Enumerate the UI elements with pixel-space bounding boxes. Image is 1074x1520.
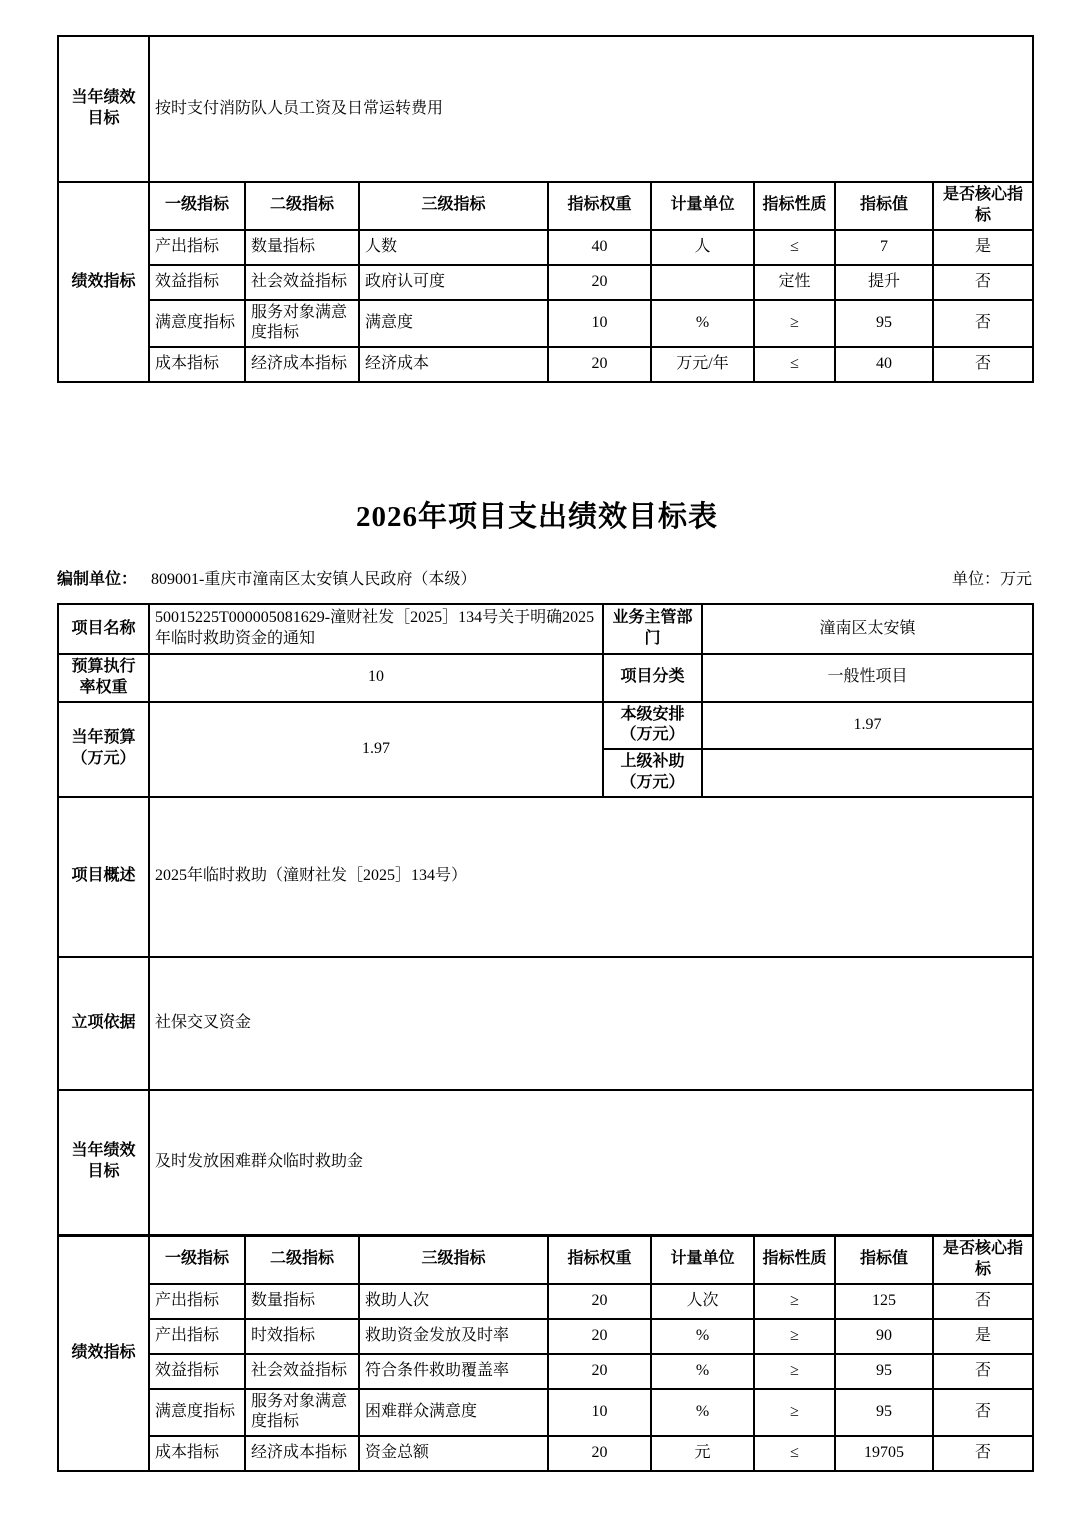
cell: 政府认可度	[359, 265, 548, 300]
cell: ≥	[754, 1389, 835, 1437]
cell: 95	[835, 1354, 933, 1389]
column-header: 一级指标	[149, 1236, 245, 1284]
cell: 是	[933, 1319, 1033, 1354]
superior-subsidy-label: 上级补助（万元）	[603, 749, 702, 797]
annual-goal-label: 当年绩效目标	[58, 36, 149, 182]
budget-rate-label: 预算执行率权重	[58, 654, 149, 702]
overview-value: 2025年临时救助（潼财社发［2025］134号）	[149, 797, 1033, 957]
basis-value: 社保交叉资金	[149, 957, 1033, 1090]
cell: 救助人次	[359, 1284, 548, 1319]
cell: ≥	[754, 300, 835, 348]
annual-budget-value: 1.97	[149, 702, 603, 797]
cell: 95	[835, 1389, 933, 1437]
table-row	[58, 1389, 1033, 1437]
perf-indicator-label: 绩效指标	[58, 1236, 149, 1471]
table-row	[58, 957, 1033, 1090]
cell: 服务对象满意度指标	[245, 1389, 359, 1437]
column-header: 是否核心指标	[933, 1236, 1033, 1284]
cell: 成本指标	[149, 1436, 245, 1471]
cell: 是	[933, 230, 1033, 265]
dept-label: 业务主管部门	[603, 604, 702, 654]
cell: 符合条件救助覆盖率	[359, 1354, 548, 1389]
prepared-by-value: 809001-重庆市潼南区太安镇人民政府（本级）	[151, 571, 477, 588]
cell: %	[651, 300, 754, 348]
cell: 满意度	[359, 300, 548, 348]
cell: %	[651, 1389, 754, 1437]
column-header: 二级指标	[245, 182, 359, 230]
cell: 经济成本指标	[245, 1436, 359, 1471]
cell: 产出指标	[149, 1284, 245, 1319]
cell: %	[651, 1319, 754, 1354]
column-header: 三级指标	[359, 182, 548, 230]
cell: 困难群众满意度	[359, 1389, 548, 1437]
column-header: 指标性质	[754, 1236, 835, 1284]
table-row	[58, 1436, 1033, 1471]
prepared-by-label: 编制单位：	[57, 571, 138, 588]
column-header: 指标权重	[548, 182, 651, 230]
column-header: 计量单位	[651, 182, 754, 230]
annual-goal-value: 按时支付消防队人员工资及日常运转费用	[149, 36, 1033, 182]
table-row	[58, 1319, 1033, 1354]
column-header: 指标权重	[548, 1236, 651, 1284]
cell: 元	[651, 1436, 754, 1471]
table-row	[58, 1354, 1033, 1389]
dept-value: 潼南区太安镇	[702, 604, 1033, 654]
cell: ≤	[754, 230, 835, 265]
unit-label: 单位：万元	[951, 571, 1032, 588]
annual-goal-value: 及时发放困难群众临时救助金	[149, 1090, 1033, 1235]
cell: 定性	[754, 265, 835, 300]
cell: 20	[548, 1436, 651, 1471]
cell: 10	[548, 300, 651, 348]
table-row	[58, 654, 1033, 702]
cell	[651, 265, 754, 300]
cell: 40	[548, 230, 651, 265]
cell: 满意度指标	[149, 1389, 245, 1437]
cell: 20	[548, 1284, 651, 1319]
cell: ≥	[754, 1354, 835, 1389]
page-title: 2026年项目支出绩效目标表	[355, 501, 718, 533]
cell: 社会效益指标	[245, 265, 359, 300]
prepared-by-line	[57, 566, 1032, 589]
cell: 资金总额	[359, 1436, 548, 1471]
table-row	[58, 265, 1033, 300]
project-name-value: 50015225T000005081629-潼财社发［2025］134号关于明确2025年临时救助资金的通知	[149, 604, 603, 654]
column-header: 二级指标	[245, 1236, 359, 1284]
cell: 否	[933, 265, 1033, 300]
cell: 95	[835, 300, 933, 348]
top-performance-table	[57, 35, 1034, 383]
prepared-by	[57, 566, 476, 589]
cell: 125	[835, 1284, 933, 1319]
cell: 数量指标	[245, 1284, 359, 1319]
cell: 20	[548, 347, 651, 382]
perf-indicator-label: 绩效指标	[58, 182, 149, 382]
cell: 社会效益指标	[245, 1354, 359, 1389]
cell: 时效指标	[245, 1319, 359, 1354]
cell: 成本指标	[149, 347, 245, 382]
cell: 服务对象满意度指标	[245, 300, 359, 348]
column-header: 指标值	[835, 1236, 933, 1284]
column-header: 指标值	[835, 182, 933, 230]
column-header: 是否核心指标	[933, 182, 1033, 230]
cell: 否	[933, 1354, 1033, 1389]
table-row	[58, 230, 1033, 265]
table-row	[58, 1284, 1033, 1319]
cell: 19705	[835, 1436, 933, 1471]
cell: 经济成本	[359, 347, 548, 382]
column-header: 一级指标	[149, 182, 245, 230]
table-row	[58, 1090, 1033, 1235]
cell: 否	[933, 1436, 1033, 1471]
cell: 20	[548, 1319, 651, 1354]
cell: 数量指标	[245, 230, 359, 265]
table-row	[58, 702, 1033, 750]
cell: 否	[933, 1284, 1033, 1319]
column-header: 指标性质	[754, 182, 835, 230]
cell: 产出指标	[149, 1319, 245, 1354]
local-arrange-label: 本级安排（万元）	[603, 702, 702, 750]
project-info-table	[57, 603, 1034, 1236]
annual-goal-label: 当年绩效目标	[58, 1090, 149, 1235]
cell: 90	[835, 1319, 933, 1354]
budget-rate-value: 10	[149, 654, 603, 702]
local-arrange-value: 1.97	[702, 702, 1033, 750]
cell: 40	[835, 347, 933, 382]
table-header-row	[58, 182, 1033, 230]
cell: 人次	[651, 1284, 754, 1319]
cell: 提升	[835, 265, 933, 300]
cell: 救助资金发放及时率	[359, 1319, 548, 1354]
cell: %	[651, 1354, 754, 1389]
cell: ≥	[754, 1284, 835, 1319]
category-value: 一般性项目	[702, 654, 1033, 702]
main-performance-table	[57, 1235, 1034, 1472]
table-row	[58, 604, 1033, 654]
cell: 效益指标	[149, 265, 245, 300]
cell: ≥	[754, 1319, 835, 1354]
cell: 否	[933, 300, 1033, 348]
cell: 7	[835, 230, 933, 265]
cell: 否	[933, 347, 1033, 382]
cell: ≤	[754, 347, 835, 382]
superior-subsidy-value	[702, 749, 1033, 797]
cell: 人数	[359, 230, 548, 265]
column-header: 三级指标	[359, 1236, 548, 1284]
category-label: 项目分类	[603, 654, 702, 702]
cell: 经济成本指标	[245, 347, 359, 382]
table-row	[58, 300, 1033, 348]
basis-label: 立项依据	[58, 957, 149, 1090]
cell: 否	[933, 1389, 1033, 1437]
cell: 20	[548, 1354, 651, 1389]
overview-label: 项目概述	[58, 797, 149, 957]
table-header-row	[58, 1236, 1033, 1284]
table-row	[58, 797, 1033, 957]
cell: 产出指标	[149, 230, 245, 265]
column-header: 计量单位	[651, 1236, 754, 1284]
table-row	[58, 36, 1033, 182]
cell: 万元/年	[651, 347, 754, 382]
cell: 人	[651, 230, 754, 265]
cell: 20	[548, 265, 651, 300]
annual-budget-label: 当年预算（万元）	[58, 702, 149, 797]
cell: ≤	[754, 1436, 835, 1471]
cell: 10	[548, 1389, 651, 1437]
cell: 效益指标	[149, 1354, 245, 1389]
cell: 满意度指标	[149, 300, 245, 348]
table-row	[58, 347, 1033, 382]
project-name-label: 项目名称	[58, 604, 149, 654]
